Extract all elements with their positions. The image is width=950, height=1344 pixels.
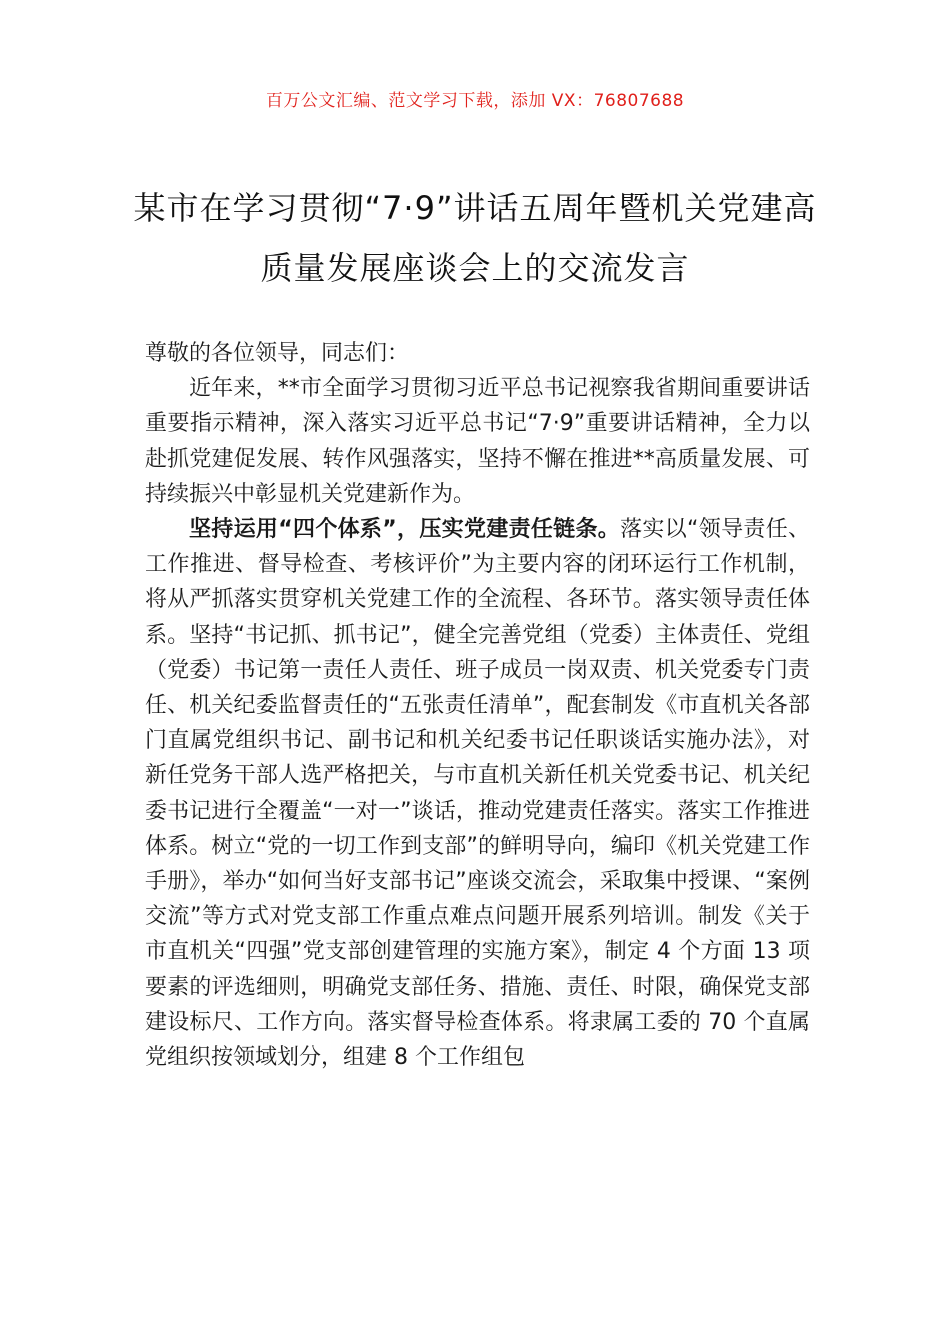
paragraph-body-text: 落实以“领导责任、工作推进、督导检查、考核评价”为主要内容的闭环运行工作机制，将从严抓落实贯穿机关党建工作的全流程、各环节。落实领导责任体系。坚持“书记抓、抓书记”，健全完善党组（党委）主体责任、党组（党委）书记第一责任人责任、班子成员一岗双责、机关党委专门责任、机关纪委监督责任的“五张责任清单”，配套制发《市直机关各部门直属党组织书记、副书记和机关纪委书记任职谈话实施办法》，对新任党务干部人选严格把关，与市直机关新任机关党委书记、机关纪委书记进行全覆盖“一对一”谈话，推动党建责任落实。落实工作推进体系。树立“党的一切工作到支部”的鲜明导向，编印《机关党建工作手册》，举办“如何当好支部书记”座谈交流会，采取集中授课、“案例交流”等方式对党支部工作重点难点问题开展系列培训。制发《关于市直机关“四强”党支部创建管理的实施方案》，制定 4 个方面 13 项要素的评选细则，明确党支部任务、措施、责任、时限，确保党支部建设标尺、工作方向。落实督导检查体系。将隶属工委的 70 个直属党组织按领域划分，组建 8 个工作组包 <box>145 517 811 1071</box>
paragraph-heading: 坚持运用“四个体系”，压实党建责任链条。 <box>189 517 621 543</box>
paragraph-intro: 近年来，**市全面学习贯彻习近平总书记视察我省期间重要讲话重要指示精神，深入落实习近平总书记“7·9”重要讲话精神，全力以赴抓党建促发展、转作风强落实，坚持不懈在推进**高质量发展、可持续振兴中彰显机关党建新作为。 <box>145 376 810 507</box>
document-body <box>145 336 810 1075</box>
paragraph-four-systems <box>145 512 810 1075</box>
salutation: 尊敬的各位领导，同志们： <box>145 341 410 366</box>
header-watermark-note: 百万公文汇编、范文学习下载，添加 VX：76807688 <box>265 91 685 111</box>
document-title: 某市在学习贯彻“7·9”讲话五周年暨机关党建高质量发展座谈会上的交流发言 <box>133 189 817 287</box>
